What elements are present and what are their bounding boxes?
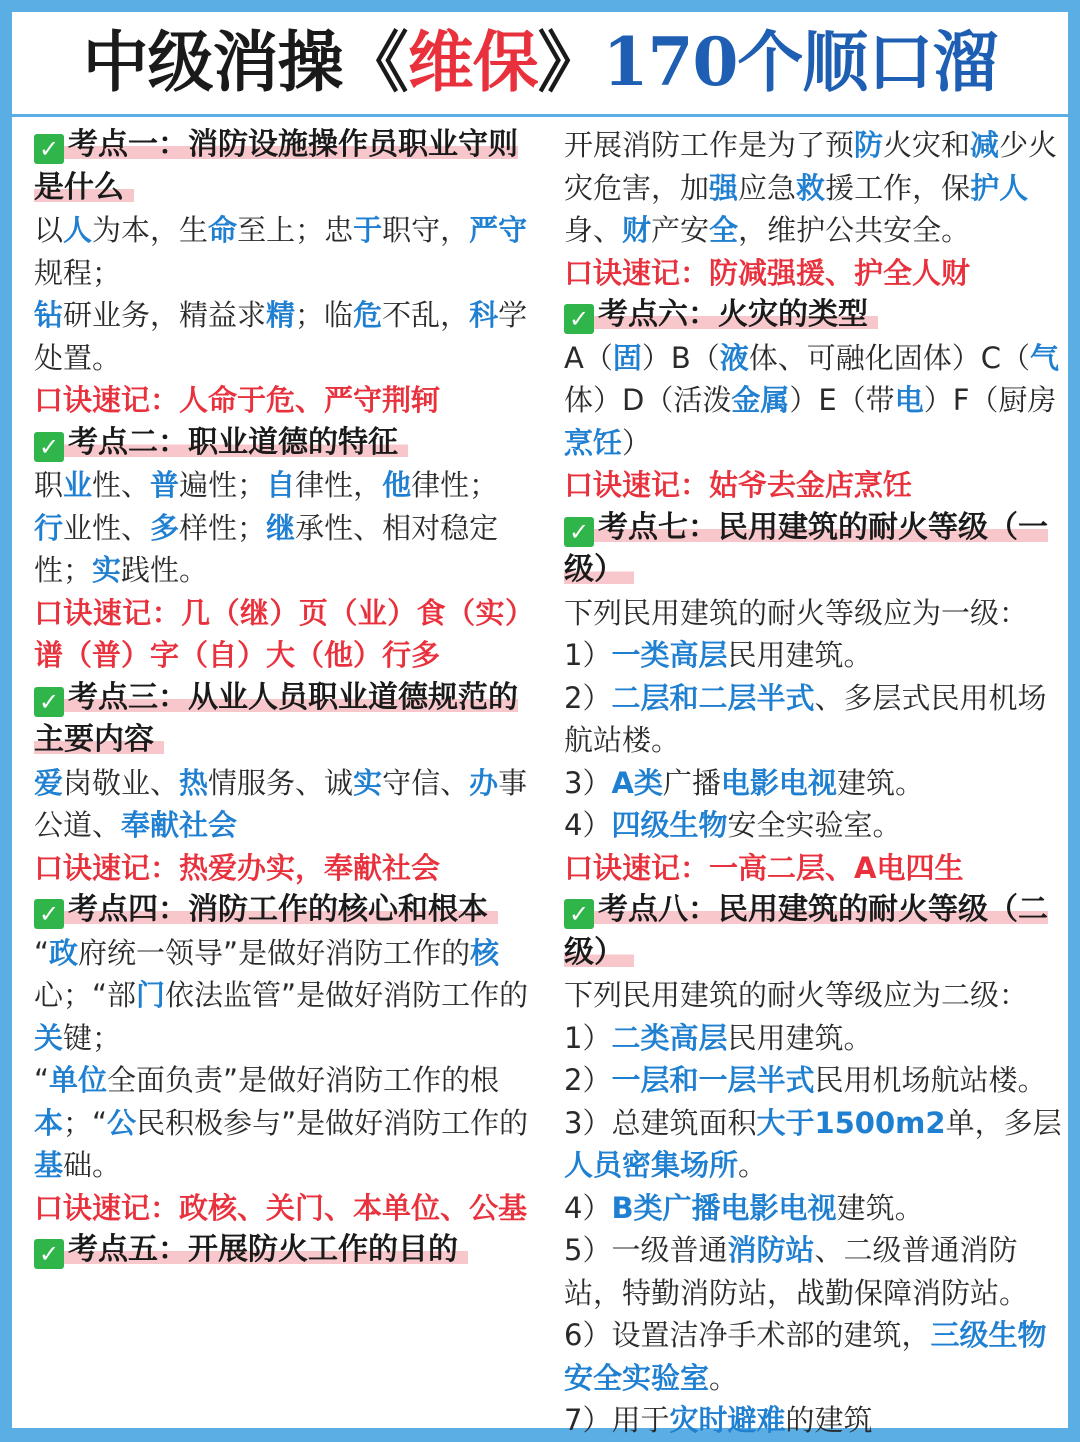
text-span: 键；	[63, 1020, 122, 1055]
text-span: 电影电视	[720, 765, 837, 800]
text-span: 救	[796, 170, 826, 205]
text-span: 考点二：职业道德的特征	[68, 424, 398, 460]
check-box-icon: ✓	[564, 304, 594, 334]
text-span: 固	[612, 340, 642, 375]
list-item	[564, 762, 1064, 805]
mnemonic-tip: 口诀速记：一高二层、A电四生	[564, 850, 964, 885]
text-span: 岗敬业、	[63, 765, 180, 800]
text-span: 人员密集场所	[564, 1148, 739, 1182]
text-span: 职守，	[382, 213, 470, 247]
text-span: 火灾和	[883, 128, 971, 162]
text-span: 1）	[564, 638, 612, 672]
text-span: 5）一级普通	[564, 1233, 728, 1267]
text-span: 爱	[34, 765, 64, 800]
section-heading	[34, 677, 534, 762]
text-span: 二层和二层半式	[611, 680, 815, 715]
section-body	[34, 464, 534, 592]
page	[12, 12, 1068, 1437]
list-item	[564, 1059, 1064, 1102]
section-heading	[34, 1229, 534, 1272]
text-span: 普	[150, 468, 180, 502]
text-span: 体、可融化固体）C（	[748, 340, 1031, 375]
text-span: 政	[49, 935, 79, 970]
text-span: 民积极参与”是做好消防工作的	[136, 1105, 529, 1140]
text-span: 、二级普通消防站，特勤消防站，战勤保障消防站。	[564, 1233, 1029, 1310]
text-span: 科	[469, 298, 499, 332]
text-span: ；“	[63, 1105, 108, 1140]
text-span: 金属	[731, 383, 790, 417]
text-span: 自	[266, 468, 296, 502]
mnemonic-tip: 口诀速记：人命于危、严守荆轲	[34, 383, 441, 417]
text-span: A（	[564, 340, 613, 375]
text-span: 研业务，精益求	[63, 298, 267, 332]
text-span: 广播	[662, 765, 721, 800]
list-item	[564, 1187, 1064, 1230]
text-span: 钻	[34, 298, 64, 332]
text-span: 承性、相对稳定性；	[34, 510, 499, 587]
text-span: 为本，生	[92, 213, 209, 247]
text-span: 公	[107, 1105, 137, 1140]
text-span: 少火灾危害，加	[564, 128, 1058, 205]
text-span: 。	[738, 1148, 768, 1182]
text-span: 体）D（活泼	[564, 383, 732, 417]
text-span: ）	[622, 425, 652, 460]
text-span: 身、	[564, 213, 623, 247]
text-span: 奉献社会	[121, 808, 238, 842]
list-item	[564, 634, 1064, 677]
text-span: 律性；	[411, 468, 499, 502]
text-span: 多	[150, 510, 180, 545]
text-span: 6）设置洁净手术部的建筑，	[564, 1318, 931, 1352]
text-span: 民用机场航站楼。	[814, 1063, 1047, 1097]
text-span: 3）	[564, 765, 612, 800]
text-span: 建筑。	[836, 1190, 924, 1225]
text-span: 、多层式民用机场航站楼。	[564, 680, 1047, 757]
mnemonic-tip: 口诀速记：姑爷去金店烹饪	[564, 468, 913, 502]
text-span: 考点三：从业人员职业道德规范的主要内容	[34, 679, 518, 757]
text-span: 关	[34, 1020, 64, 1055]
text-span: 守信、	[382, 765, 470, 800]
text-span: 情服务、诚	[208, 765, 354, 800]
text-span: 1）	[564, 1020, 612, 1055]
check-box-icon: ✓	[34, 899, 64, 929]
text-span: 依法监管”是做好消防工作的	[165, 978, 529, 1012]
text-span: 心；“部	[34, 978, 137, 1012]
text-span: 一类高层	[611, 638, 728, 672]
text-span: 热	[179, 765, 209, 800]
list-item	[564, 677, 1064, 762]
text-span: 命	[208, 213, 238, 247]
text-span: ，维护公共安全。	[738, 213, 971, 247]
text-span: 考点五：开展防火工作的目的	[68, 1232, 458, 1267]
title-count: 170个顺口溜	[602, 23, 998, 101]
text-span: ）B（	[641, 340, 720, 375]
check-box-icon: ✓	[34, 432, 64, 462]
text-span: 烹饪	[564, 425, 623, 460]
section-intro: 下列民用建筑的耐火等级应为二级：	[564, 978, 1029, 1012]
text-span: 全面负责”是做好消防工作的根	[107, 1063, 500, 1097]
text-span: 职	[34, 468, 64, 502]
section-body	[34, 762, 534, 847]
text-span: 二类高层	[611, 1020, 728, 1055]
text-span: 至上；忠	[237, 213, 354, 247]
text-span: 的建筑	[785, 1403, 873, 1437]
section-heading	[564, 507, 1064, 592]
list-item	[564, 1314, 1064, 1399]
text-span: 严守	[469, 213, 528, 247]
title-highlight: 维保	[407, 23, 538, 101]
text-span: 单位	[49, 1063, 108, 1097]
text-span: 他	[382, 468, 412, 502]
text-span: 业性、	[63, 510, 151, 545]
text-span: 以	[34, 213, 64, 247]
text-span: 础。	[63, 1148, 122, 1182]
text-span: 考点六：火灾的类型	[598, 297, 868, 332]
mnemonic-tip: 口诀速记：热爱办实，奉献社会	[34, 850, 441, 885]
section-body	[34, 209, 534, 379]
title-divider	[12, 114, 1068, 117]
text-span: 本	[34, 1105, 64, 1140]
text-span: 护人	[970, 170, 1029, 205]
mnemonic-tip: 口诀速记：政核、关门、本单位、公基	[34, 1190, 528, 1225]
text-span: 四级生物	[611, 808, 728, 842]
text-span: 产安	[651, 213, 710, 247]
text-span: 2）	[564, 1063, 612, 1097]
text-span: 民用建筑。	[727, 638, 873, 672]
text-span: A类	[611, 765, 663, 800]
text-span: 实	[353, 765, 383, 800]
check-box-icon: ✓	[564, 517, 594, 547]
text-span: 核	[470, 935, 500, 970]
text-span: 消防站	[727, 1233, 815, 1267]
text-span: 开展消防工作是为了预	[564, 128, 855, 162]
text-span: 学处置。	[34, 298, 528, 375]
text-span: 电	[894, 383, 924, 417]
text-span: 大于1500m2	[756, 1105, 946, 1140]
list-item	[564, 1229, 1064, 1314]
text-span: 律性，	[295, 468, 383, 502]
text-span: ）E（带	[789, 383, 895, 417]
section-intro: 下列民用建筑的耐火等级应为一级：	[564, 595, 1029, 630]
section-heading	[34, 124, 534, 209]
list-item	[564, 1102, 1064, 1187]
text-span: 。	[709, 1360, 739, 1395]
text-span: 4）	[564, 1190, 612, 1225]
text-span: 性、	[92, 468, 151, 502]
check-box-icon: ✓	[34, 134, 64, 164]
check-box-icon: ✓	[564, 899, 594, 929]
text-span: 灾时避难	[669, 1403, 786, 1437]
text-span: 危	[353, 298, 383, 332]
list-item	[564, 1399, 1064, 1442]
check-box-icon: ✓	[34, 687, 64, 717]
text-span: B类广播电影电视	[611, 1190, 837, 1225]
text-span: 财	[622, 213, 652, 247]
text-span: 考点七：民用建筑的耐火等级（一级）	[564, 509, 1048, 587]
text-span: 事公道、	[34, 765, 528, 842]
text-span: “	[34, 935, 50, 970]
text-span: 民用建筑。	[727, 1020, 873, 1055]
text-span: 三级生物安全实验室	[564, 1318, 1047, 1395]
text-span: 一层和一层半式	[611, 1063, 815, 1097]
text-span: 于	[353, 213, 383, 247]
text-span: “	[34, 1063, 50, 1097]
text-span: 援工作，保	[825, 170, 971, 205]
list-item	[564, 1017, 1064, 1060]
list-item	[564, 804, 1064, 847]
page-title	[12, 12, 1068, 112]
text-span: 考点一：消防设施操作员职业守则是什么	[34, 127, 518, 205]
text-span: 单，多层	[945, 1105, 1062, 1140]
text-span: 业	[63, 468, 93, 502]
text-span: 安全实验室。	[727, 808, 902, 842]
text-span: 考点八：民用建筑的耐火等级（二级）	[564, 892, 1048, 970]
text-span: 样性；	[179, 510, 267, 545]
section-body	[34, 932, 534, 1060]
text-span: ）F（厨房	[923, 383, 1057, 417]
section-heading	[564, 889, 1064, 974]
text-span: 办	[469, 765, 499, 800]
text-span: 继	[266, 510, 296, 545]
check-box-icon: ✓	[34, 1239, 64, 1269]
section-body	[564, 337, 1064, 465]
text-span: 府统一领导”是做好消防工作的	[78, 935, 471, 970]
text-span: 行	[34, 510, 64, 545]
title-part: 》	[537, 23, 603, 101]
text-span: 建筑。	[836, 765, 924, 800]
section-heading	[564, 294, 1064, 337]
text-span: 7）用于	[564, 1403, 670, 1437]
text-span: 减	[970, 128, 1000, 162]
text-span: 3）总建筑面积	[564, 1105, 757, 1140]
right-column	[564, 124, 1064, 1442]
text-span: 考点四：消防工作的核心和根本	[68, 892, 488, 927]
text-span: ；临	[295, 298, 354, 332]
text-span: 不乱，	[382, 298, 470, 332]
text-span: 基	[34, 1148, 64, 1182]
text-span: 气	[1030, 340, 1060, 375]
section-heading	[34, 889, 534, 932]
text-span: 液	[719, 340, 749, 375]
text-span: 精	[266, 298, 296, 332]
text-span: 践性。	[121, 553, 209, 587]
text-span: 2）	[564, 680, 612, 715]
text-span: 人	[63, 213, 93, 247]
mnemonic-tip: 口诀速记：几（继）页（业）食（实）谱（普）字（自）大（他）行多	[34, 595, 534, 672]
left-column	[34, 124, 534, 1272]
section-body	[34, 1059, 534, 1187]
text-span: 强	[709, 170, 739, 205]
section-body	[564, 124, 1064, 252]
title-part: 中级消操《	[82, 23, 408, 101]
text-span: 全	[709, 213, 739, 247]
text-span: 门	[136, 978, 166, 1012]
text-span: 规程；	[34, 255, 122, 290]
text-span: 实	[92, 553, 122, 587]
text-span: 遍性；	[179, 468, 267, 502]
text-span: 防	[854, 128, 884, 162]
text-span: 应急	[738, 170, 797, 205]
section-heading	[34, 422, 534, 465]
mnemonic-tip: 口诀速记：防减强援、护全人财	[564, 255, 971, 290]
text-span: 4）	[564, 808, 612, 842]
